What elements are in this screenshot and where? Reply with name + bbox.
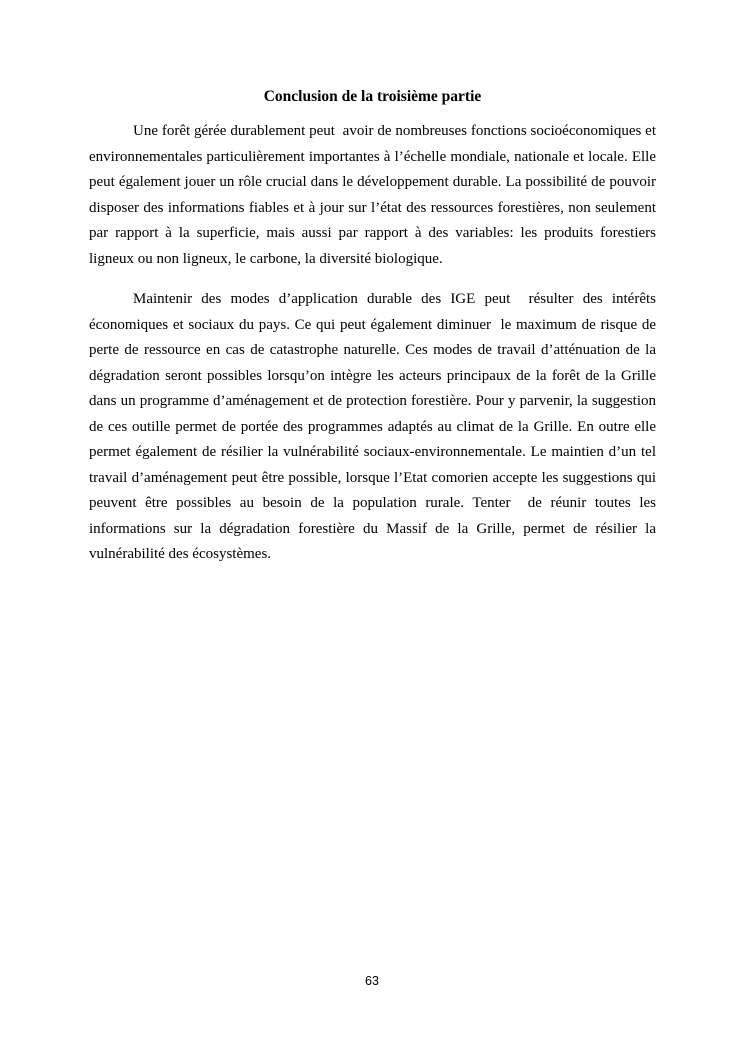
paragraph-2: Maintenir des modes d’application durable des IGE peut résulter des intérêts économiques et sociaux du pays. Ce qui peut également diminuer le maximum de risque de perte de ressource en cas de catastrophe naturelle. Ces modes de travail d’atténuation de la dégradation seront possibles lorsqu’on intègre les acteurs principaux de la forêt de la Grille dans un programme d’aménagement et de protection forestière. Pour y parvenir, la suggestion de ces outille permet de portée des programmes adaptés au climat de la Grille. En outre elle permet également de résilier la vulnérabilité sociaux-environnementale. Le maintien d’un tel travail d’aménagement peut être possible, lorsque l’Etat comorien accepte les suggestions qui peuvent être possibles au besoin de la population rurale. Tenter de réunir toutes les informations sur la dégradation forestière du Massif de la Grille, permet de résilier la vulnérabilité des écosystèmes. bbox=[89, 291, 660, 562]
paragraph-1: Une forêt gérée durablement peut avoir de nombreuses fonctions socioéconomiques et environnementales particulièrement importantes à l’échelle mondiale, nationale et locale. Elle peut également jouer un rôle crucial dans le développement durable. La possibilité de pouvoir disposer des informations fiables et à jour sur l’état des ressources forestières, non seulement par rapport à la superficie, mais aussi par rapport à des variables: les produits forestiers ligneux ou non ligneux, le carbone, la diversité biologique. bbox=[89, 123, 660, 267]
page-footer bbox=[0, 972, 744, 990]
text-block bbox=[89, 87, 660, 583]
page-number: 63 bbox=[365, 974, 379, 988]
page-title: Conclusion de la troisième partie bbox=[263, 88, 482, 105]
